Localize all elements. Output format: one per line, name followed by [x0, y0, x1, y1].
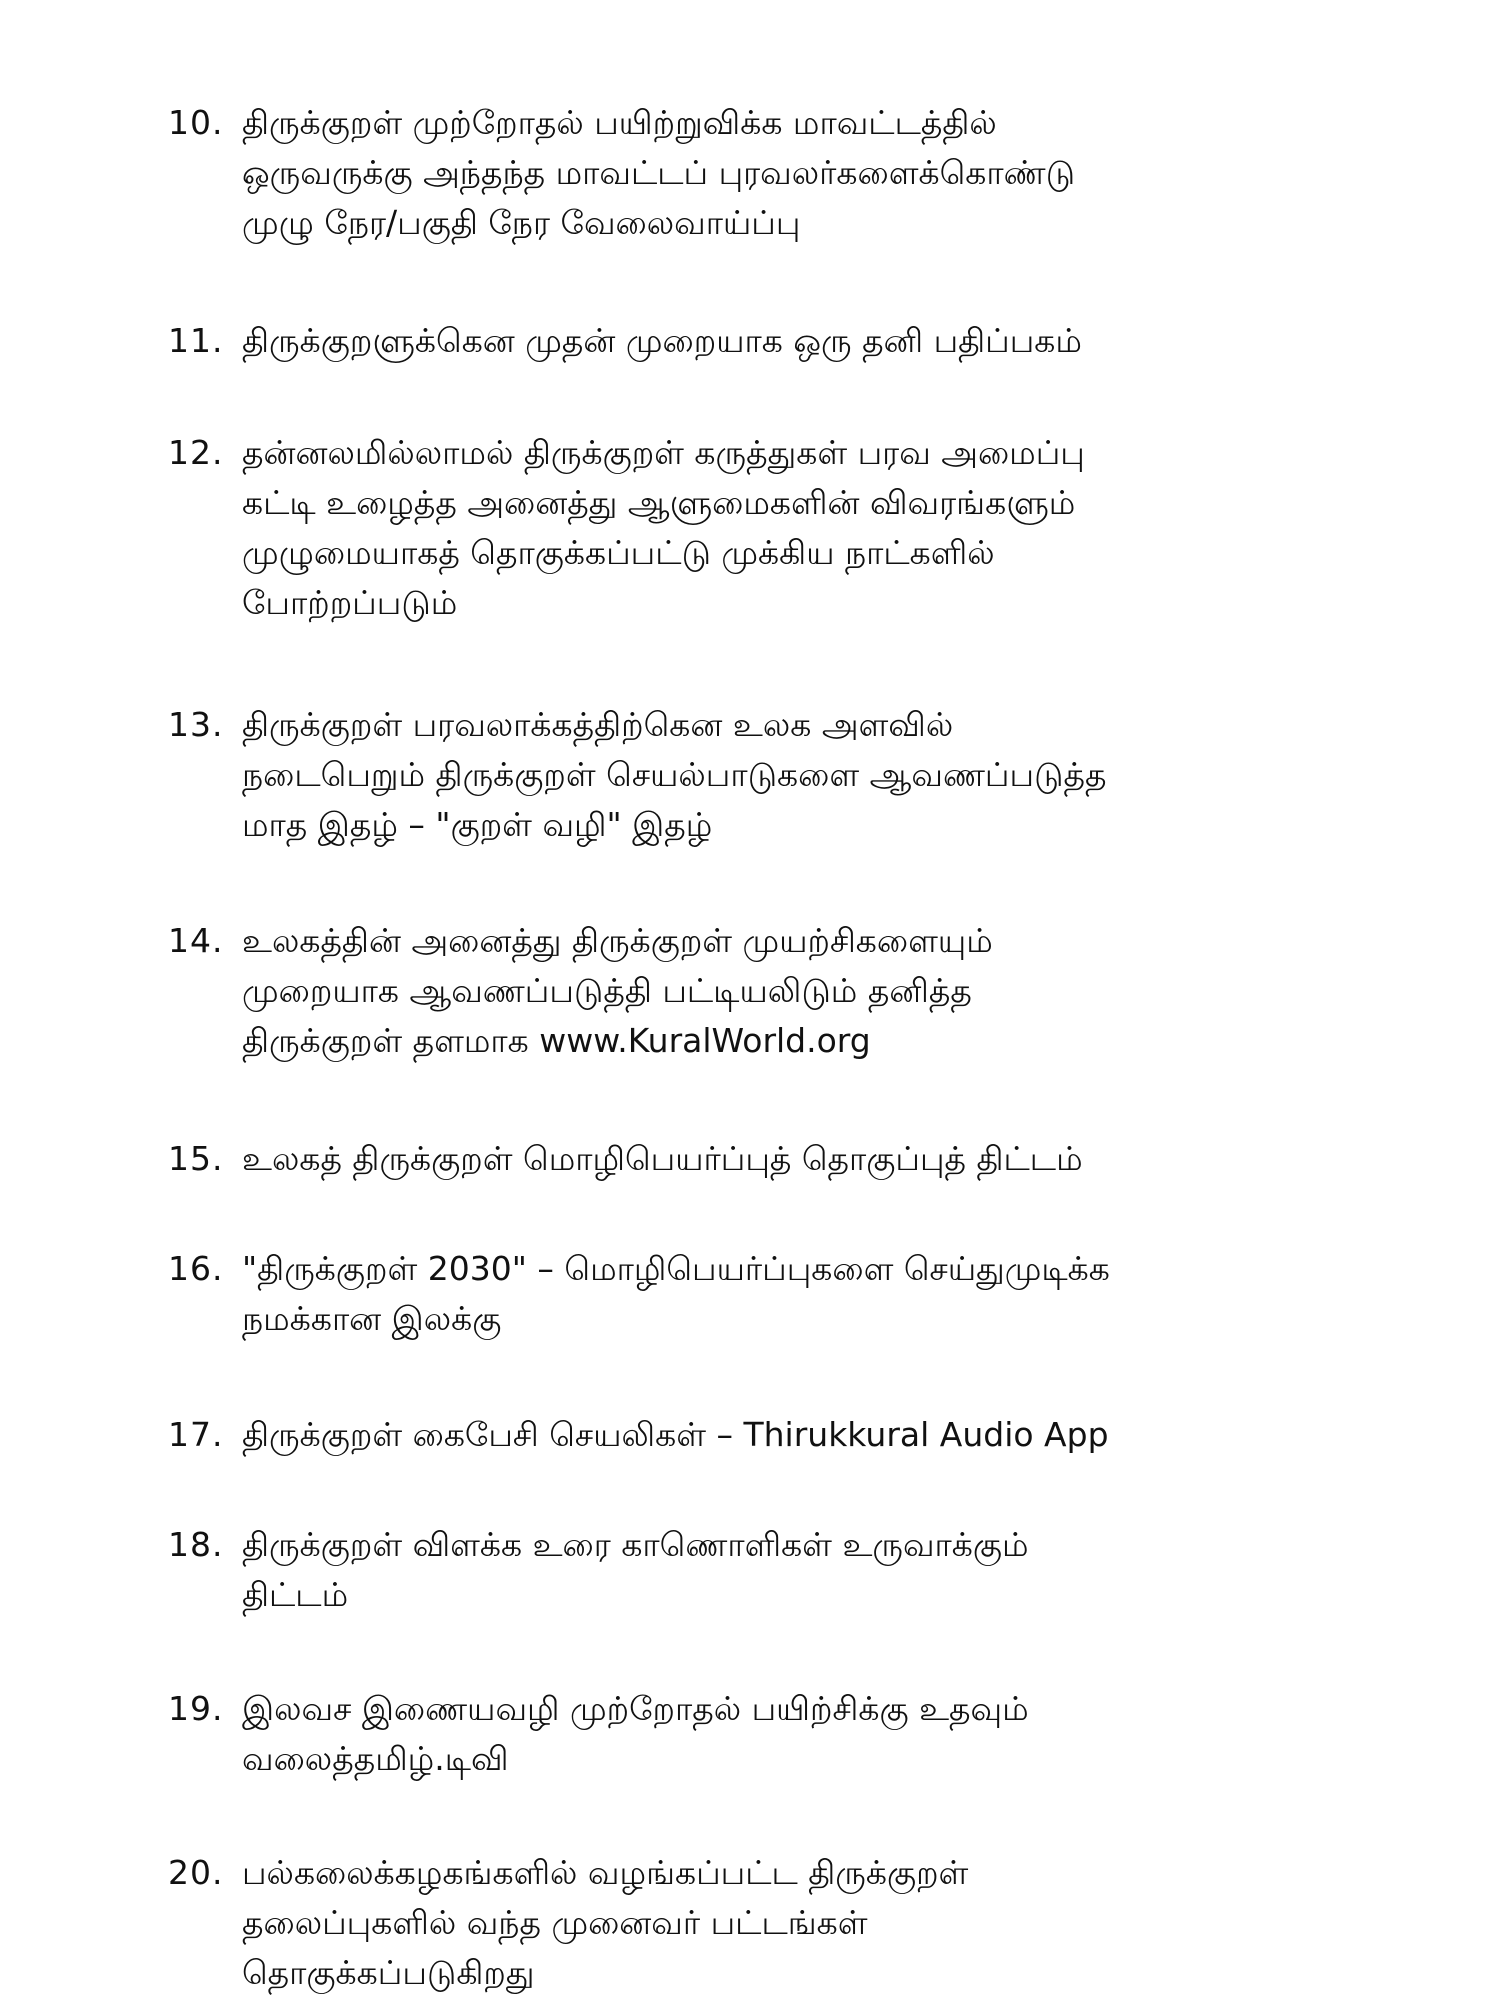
item-line: முறையாக ஆவணப்படுத்தி பட்டியலிடும் தனித்த — [242, 971, 972, 1010]
item-line: நமக்கான இலக்கு — [242, 1299, 502, 1338]
item-number: 19. — [168, 1689, 224, 1728]
item-line: திருக்குறளுக்கென முதன் முறையாக ஒரு தனி பதிப்பகம் — [242, 321, 1082, 360]
item-line: திருக்குறள் பரவலாக்கத்திற்கென உலக அளவில் — [242, 705, 954, 744]
item-number: 11. — [168, 321, 224, 360]
item-number: 12. — [168, 433, 224, 472]
item-line: உலகத் திருக்குறள் மொழிபெயர்ப்புத் தொகுப்புத் திட்டம் — [242, 1139, 1083, 1178]
item-text — [242, 316, 1362, 366]
item-number: 17. — [168, 1415, 224, 1454]
item-number: 16. — [168, 1249, 224, 1288]
item-text — [242, 916, 1362, 1066]
item-line: பல்கலைக்கழகங்களில் வழங்கப்பட்ட திருக்குறள் — [242, 1853, 969, 1892]
item-line: உலகத்தின் அனைத்து திருக்குறள் முயற்சிகளையும் — [242, 921, 993, 960]
item-number: 10. — [168, 103, 224, 142]
item-line: கட்டி உழைத்த அனைத்து ஆளுமைகளின் விவரங்களும் — [242, 483, 1076, 522]
item-line: போற்றப்படும் — [242, 583, 458, 622]
item-line: தொகுக்கப்படுகிறது — [242, 1953, 535, 1992]
item-line: மாத இதழ் – "குறள் வழி" இதழ் — [242, 805, 713, 844]
item-line: தன்னலமில்லாமல் திருக்குறள் கருத்துகள் பரவ அமைப்பு — [242, 433, 1085, 472]
item-line: திட்டம் — [242, 1575, 349, 1614]
item-line: "திருக்குறள் 2030" – மொழிபெயர்ப்புகளை செய்துமுடிக்க — [242, 1249, 1110, 1288]
item-line: முழு நேர/பகுதி நேர வேலைவாய்ப்பு — [242, 203, 801, 242]
item-line: ஒருவருக்கு அந்தந்த மாவட்டப் புரவலர்களைக்கொண்டு — [242, 153, 1076, 192]
item-number: 14. — [168, 921, 224, 960]
item-text — [242, 1244, 1362, 1344]
item-line: முழுமையாகத் தொகுக்கப்பட்டு முக்கிய நாட்களில் — [242, 533, 995, 572]
item-line: திருக்குறள் விளக்க உரை காணொளிகள் உருவாக்கும் — [242, 1525, 1029, 1564]
item-text — [242, 98, 1362, 248]
item-number: 18. — [168, 1525, 224, 1564]
item-line: தலைப்புகளில் வந்த முனைவர் பட்டங்கள் — [242, 1903, 868, 1942]
item-text — [242, 1684, 1362, 1784]
item-text — [242, 1520, 1362, 1620]
item-number: 15. — [168, 1139, 224, 1178]
item-text — [242, 700, 1362, 850]
item-line: திருக்குறள் கைபேசி செயலிகள் – Thirukkural Audio App — [242, 1415, 1109, 1454]
item-text — [242, 1848, 1362, 1998]
item-line: நடைபெறும் திருக்குறள் செயல்பாடுகளை ஆவணப்படுத்த — [242, 755, 1107, 794]
item-line: வலைத்தமிழ்.டிவி — [242, 1739, 509, 1778]
item-number: 20. — [168, 1853, 224, 1892]
item-line: திருக்குறள் தளமாக www.KuralWorld.org — [242, 1021, 871, 1060]
item-text — [242, 428, 1362, 628]
item-text — [242, 1134, 1362, 1184]
item-text — [242, 1410, 1362, 1460]
item-line: இலவச இணையவழி முற்றோதல் பயிற்சிக்கு உதவும் — [242, 1689, 1029, 1728]
item-number: 13. — [168, 705, 224, 744]
item-line: திருக்குறள் முற்றோதல் பயிற்றுவிக்க மாவட்டத்தில் — [242, 103, 997, 142]
